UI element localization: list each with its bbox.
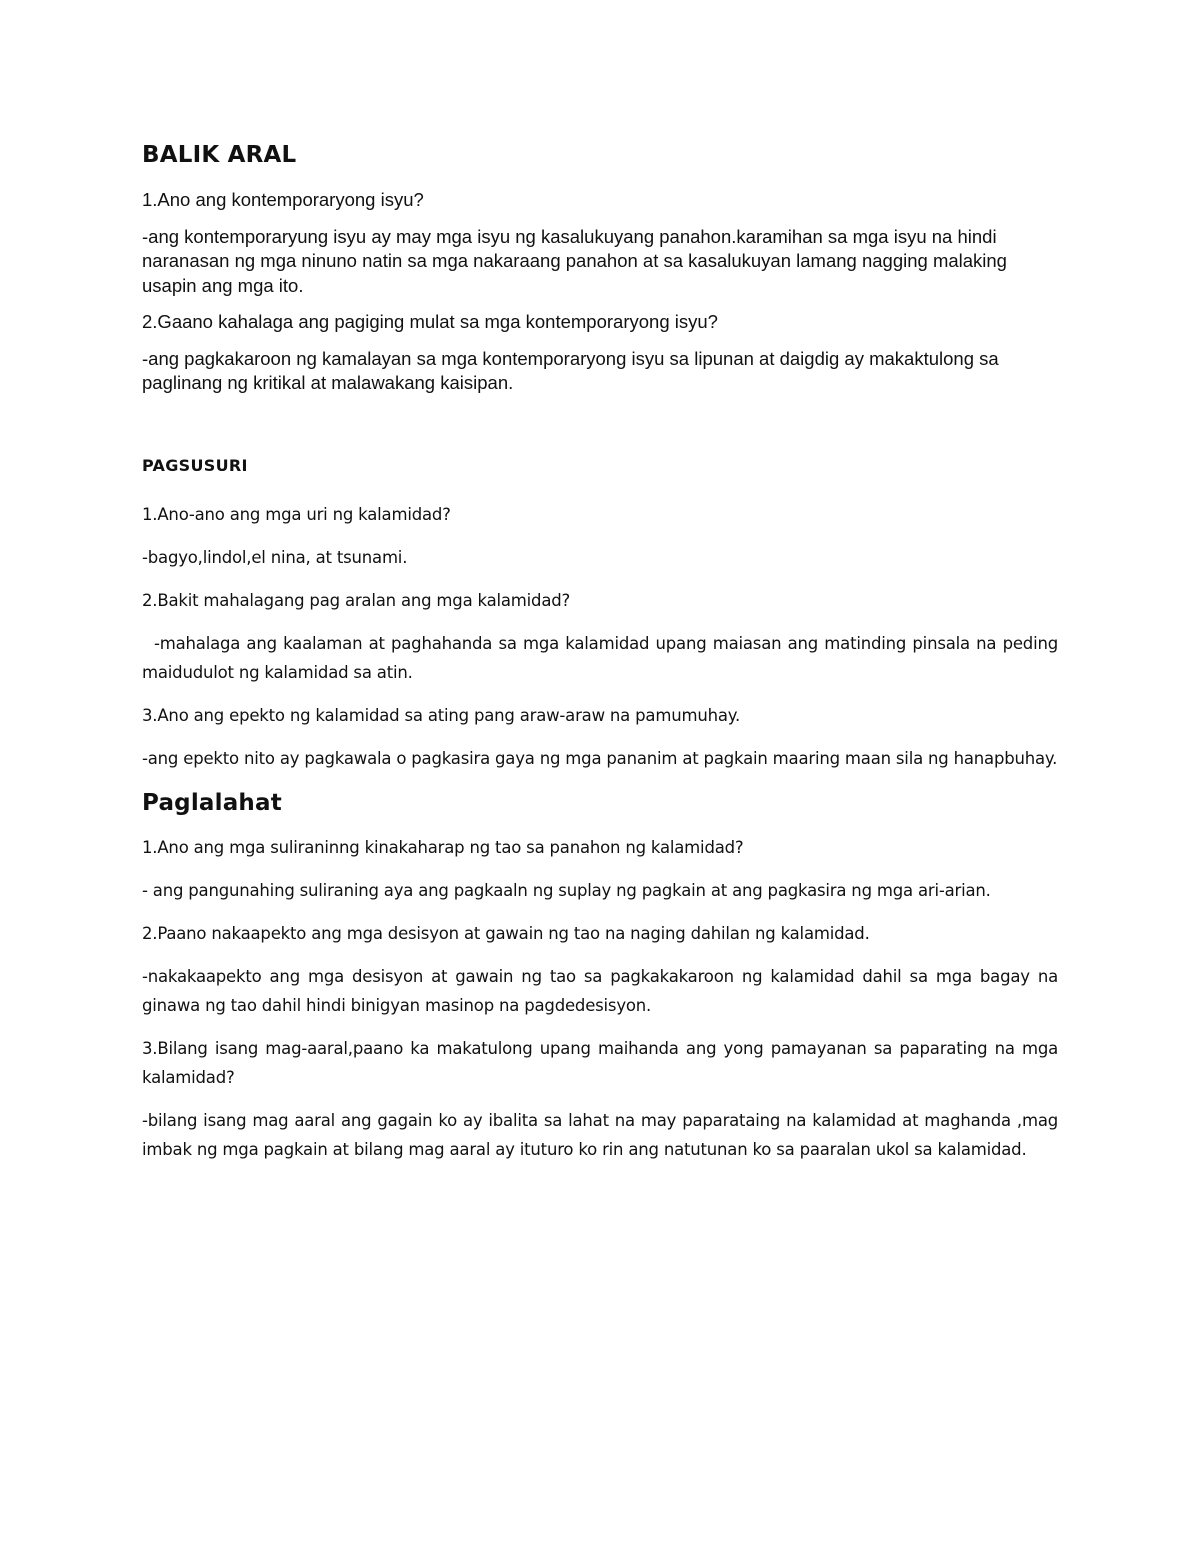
answer-3: -bilang isang mag aaral ang gagain ko ay ibalita sa lahat na may paparataing na kalamidad at maghanda ,mag imbak ng mga pagkain at bilang mag aaral ay ituturo ko rin ang natutunan ko sa paaralan ukol sa kalamidad. — [142, 1110, 1058, 1159]
heading-balik-aral: BALIK ARAL — [142, 142, 297, 168]
heading-pagsusuri: PAGSUSURI — [142, 455, 248, 475]
question-2: 2.Gaano kahalaga ang pagiging mulat sa mga kontemporaryong isyu? — [142, 311, 718, 332]
question-3: 3.Bilang isang mag-aaral,paano ka makatulong upang maihanda ang yong pamayanan sa paparating na mga kalamidad? — [142, 1038, 1058, 1087]
question-2: 2.Bakit mahalagang pag aralan ang mga kalamidad? — [142, 590, 571, 610]
answer-2: -mahalaga ang kaalaman at paghahanda sa mga kalamidad upang maiasan ang matinding pinsala na peding maidudulot ng kalamidad sa atin. — [142, 633, 1058, 682]
question-1: 1.Ano ang kontemporaryong isyu? — [142, 189, 424, 210]
section-pagsusuri — [142, 454, 1058, 773]
answer-1: -bagyo,lindol,el nina, at tsunami. — [142, 547, 408, 567]
question-1: 1.Ano-ano ang mga uri ng kalamidad? — [142, 504, 451, 524]
answer-1: - ang pangunahing suliraning aya ang pagkaaln ng suplay ng pagkain at ang pagkasira ng mga ari-arian. — [142, 880, 991, 900]
heading-paglalahat: Paglalahat — [142, 789, 282, 816]
answer-1: -ang kontemporaryung isyu ay may mga isyu ng kasalukuyang panahon.karamihan sa mga isyu na hindi naranasan ng mga ninuno natin sa mga nakaraang panahon at sa kasalukuyan lamang nagging malaking usapin ang mga ito. — [142, 225, 1007, 296]
question-3: 3.Ano ang epekto ng kalamidad sa ating pang araw-araw na pamumuhay. — [142, 705, 741, 725]
answer-2: -ang pagkakaroon ng kamalayan sa mga kontemporaryong isyu sa lipunan at daigdig ay makaktulong sa paglinang ng kritikal at malawakang kaisipan. — [142, 347, 999, 393]
section-balik-aral — [142, 140, 1058, 396]
question-1: 1.Ano ang mga suliraninng kinakaharap ng tao sa panahon ng kalamidad? — [142, 837, 744, 857]
answer-3: -ang epekto nito ay pagkawala o pagkasira gaya ng mga pananim at pagkain maaring maan sila ng hanapbuhay. — [142, 748, 1058, 768]
document-page — [142, 140, 1058, 1178]
section-paglalahat — [142, 787, 1058, 1164]
spacer — [142, 408, 1058, 454]
answer-2: -nakakaapekto ang mga desisyon at gawain ng tao sa pagkakakaroon ng kalamidad dahil sa mga bagay na ginawa ng tao dahil hindi binigyan masinop na pagdedesisyon. — [142, 966, 1058, 1015]
question-2: 2.Paano nakaapekto ang mga desisyon at gawain ng tao na naging dahilan ng kalamidad. — [142, 923, 870, 943]
